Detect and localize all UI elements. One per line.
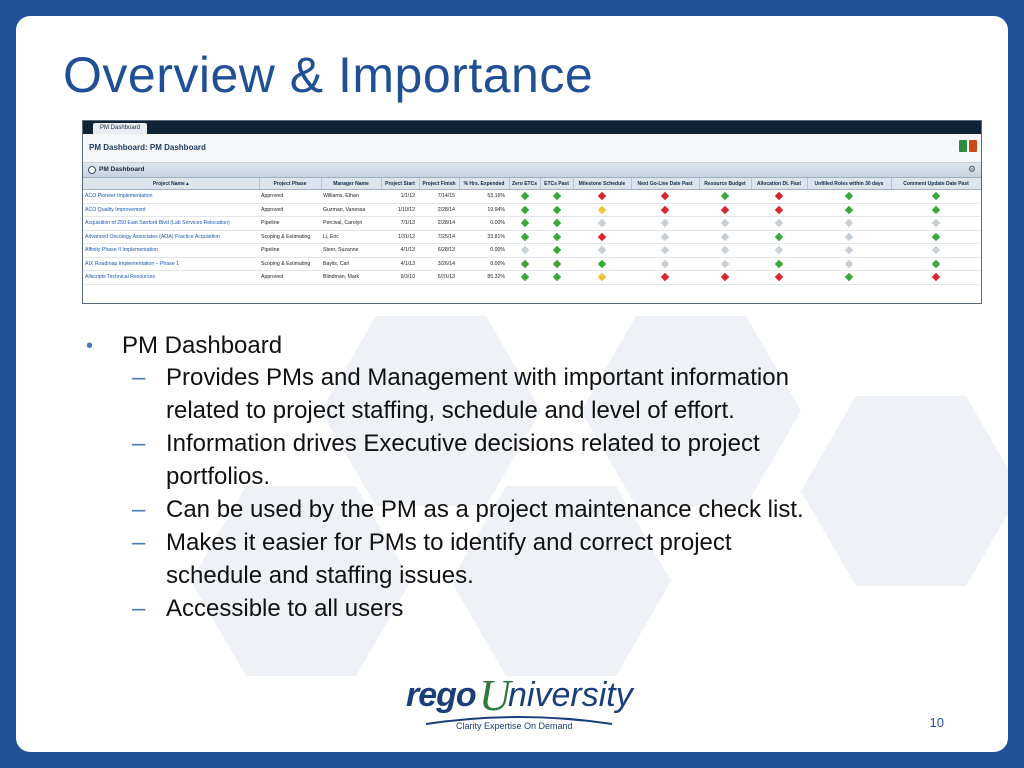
project-name-link[interactable]: Advanced Oncology Associates (AOA) Practice Acquisition bbox=[83, 230, 259, 244]
indicator-cell bbox=[699, 217, 751, 231]
manager-name-cell: Blindman, Mark bbox=[321, 271, 381, 285]
logo-niversity-text: niversity bbox=[508, 676, 633, 714]
grey-diamond-icon bbox=[845, 246, 853, 254]
indicator-cell bbox=[631, 190, 699, 204]
indicator-cell bbox=[631, 257, 699, 271]
dash-bullet-icon: – bbox=[132, 496, 146, 523]
bullet-list bbox=[86, 331, 946, 625]
rego-university-logo bbox=[406, 671, 633, 738]
indicator-cell bbox=[699, 271, 751, 285]
indicator-cell bbox=[891, 271, 981, 285]
green-diamond-icon bbox=[932, 259, 940, 267]
table-row bbox=[83, 217, 981, 231]
project-finish-cell: 3/26/14 bbox=[419, 257, 459, 271]
project-table bbox=[83, 178, 982, 285]
project-name-link[interactable]: AIX Roadmap Implementation – Phase 1 bbox=[83, 257, 259, 271]
indicator-cell bbox=[509, 217, 540, 231]
indicator-cell bbox=[509, 257, 540, 271]
green-diamond-icon bbox=[552, 246, 560, 254]
manager-name-cell: Baylis, Carl bbox=[321, 257, 381, 271]
green-diamond-icon bbox=[520, 192, 528, 200]
indicator-cell bbox=[540, 244, 573, 258]
project-start-cell: 9/3/10 bbox=[381, 271, 419, 285]
column-header[interactable]: Project Finish bbox=[419, 178, 459, 190]
column-header[interactable]: Unfilled Roles within 30 days bbox=[807, 178, 891, 190]
column-header[interactable]: % Hrs. Expended bbox=[459, 178, 509, 190]
green-diamond-icon bbox=[552, 232, 560, 240]
sub-bullet bbox=[86, 427, 946, 493]
project-start-cell: 1/10/12 bbox=[381, 203, 419, 217]
indicator-cell bbox=[751, 203, 807, 217]
green-diamond-icon bbox=[520, 259, 528, 267]
column-header[interactable]: Project Phase bbox=[259, 178, 321, 190]
project-start-cell: 1/31/12 bbox=[381, 230, 419, 244]
red-diamond-icon bbox=[661, 273, 669, 281]
manager-name-cell: Steer, Suzanne bbox=[321, 244, 381, 258]
project-phase-cell: Approved bbox=[259, 271, 321, 285]
green-diamond-icon bbox=[932, 192, 940, 200]
green-diamond-icon bbox=[552, 205, 560, 213]
red-diamond-icon bbox=[721, 205, 729, 213]
bullet-dot-icon: • bbox=[86, 335, 94, 357]
indicator-cell bbox=[751, 190, 807, 204]
grey-diamond-icon bbox=[661, 246, 669, 254]
indicator-cell bbox=[509, 230, 540, 244]
grey-diamond-icon bbox=[661, 219, 669, 227]
indicator-cell bbox=[540, 257, 573, 271]
indicator-cell bbox=[573, 271, 631, 285]
indicator-cell bbox=[807, 190, 891, 204]
manager-name-cell: Williams, Ethan bbox=[321, 190, 381, 204]
dash-bullet-icon: – bbox=[132, 364, 146, 391]
green-diamond-icon bbox=[721, 192, 729, 200]
grey-diamond-icon bbox=[775, 246, 783, 254]
pm-dashboard-screenshot bbox=[82, 120, 982, 304]
project-name-link[interactable]: ACO Pioneer Implementation bbox=[83, 190, 259, 204]
green-diamond-icon bbox=[845, 273, 853, 281]
indicator-cell bbox=[509, 271, 540, 285]
column-header[interactable]: Allocation Dt. Past bbox=[751, 178, 807, 190]
sub-bullet bbox=[86, 493, 946, 526]
sub-bullet-text-continued: portfolios. bbox=[166, 463, 271, 490]
column-header[interactable]: Comment Update Date Past bbox=[891, 178, 981, 190]
tab-pm-dashboard[interactable]: PM Dashboard bbox=[93, 123, 147, 134]
indicator-cell bbox=[573, 190, 631, 204]
project-phase-cell: Approved bbox=[259, 190, 321, 204]
red-diamond-icon bbox=[932, 273, 940, 281]
indicator-cell bbox=[509, 190, 540, 204]
indicator-cell bbox=[891, 190, 981, 204]
sub-bullet-list bbox=[86, 361, 946, 625]
grey-diamond-icon bbox=[845, 232, 853, 240]
green-diamond-icon bbox=[775, 259, 783, 267]
green-diamond-icon bbox=[552, 273, 560, 281]
project-finish-cell: 2/28/14 bbox=[419, 217, 459, 231]
indicator-cell bbox=[807, 271, 891, 285]
indicator-cell bbox=[573, 203, 631, 217]
indicator-cell bbox=[891, 217, 981, 231]
indicator-cell bbox=[807, 244, 891, 258]
indicator-cell bbox=[573, 230, 631, 244]
project-finish-cell: 7/14/15 bbox=[419, 190, 459, 204]
indicator-cell bbox=[807, 203, 891, 217]
yellow-diamond-icon bbox=[598, 205, 606, 213]
table-row bbox=[83, 244, 981, 258]
sub-bullet bbox=[86, 361, 946, 427]
indicator-cell bbox=[631, 203, 699, 217]
table-row bbox=[83, 203, 981, 217]
manager-name-cell: Percival, Carolyn bbox=[321, 217, 381, 231]
hrs-expended-cell: 53.16% bbox=[459, 190, 509, 204]
green-diamond-icon bbox=[520, 232, 528, 240]
red-diamond-icon bbox=[721, 273, 729, 281]
green-diamond-icon bbox=[520, 205, 528, 213]
sub-bullet bbox=[86, 592, 946, 625]
grey-diamond-icon bbox=[721, 246, 729, 254]
column-header[interactable]: Manager Name bbox=[321, 178, 381, 190]
column-header[interactable]: Zero ETCs bbox=[509, 178, 540, 190]
yellow-diamond-icon bbox=[598, 273, 606, 281]
gear-icon[interactable]: ⚙ bbox=[967, 164, 976, 174]
green-diamond-icon bbox=[520, 273, 528, 281]
dashboard-tab-bar bbox=[83, 121, 981, 134]
sub-bullet-text: Provides PMs and Management with important information bbox=[166, 364, 789, 391]
slide bbox=[16, 16, 1008, 752]
indicator-cell bbox=[807, 230, 891, 244]
indicator-cell bbox=[699, 244, 751, 258]
dashboard-header bbox=[83, 134, 981, 163]
grey-diamond-icon bbox=[661, 259, 669, 267]
sub-bullet-text-continued: related to project staffing, schedule and level of effort. bbox=[166, 397, 735, 424]
indicator-cell bbox=[891, 244, 981, 258]
hrs-expended-cell: 19.94% bbox=[459, 203, 509, 217]
project-name-link[interactable]: Affinity Phase II Implementation bbox=[83, 244, 259, 258]
indicator-cell bbox=[751, 271, 807, 285]
red-diamond-icon bbox=[661, 205, 669, 213]
green-diamond-icon bbox=[552, 219, 560, 227]
logo-rego-text: rego bbox=[406, 676, 476, 714]
indicator-cell bbox=[891, 257, 981, 271]
dash-bullet-icon: – bbox=[132, 430, 146, 457]
project-start-cell: 4/1/13 bbox=[381, 244, 419, 258]
bullet-main-text: PM Dashboard bbox=[122, 332, 283, 359]
green-diamond-icon bbox=[775, 232, 783, 240]
excel-export-icon[interactable] bbox=[959, 140, 967, 152]
column-header[interactable]: Project Start bbox=[381, 178, 419, 190]
sub-bullet-text: Can be used by the PM as a project maintenance check list. bbox=[166, 496, 804, 523]
hrs-expended-cell: 0.00% bbox=[459, 257, 509, 271]
project-start-cell: 7/1/13 bbox=[381, 217, 419, 231]
green-diamond-icon bbox=[845, 192, 853, 200]
green-diamond-icon bbox=[520, 219, 528, 227]
grey-diamond-icon bbox=[598, 246, 606, 254]
indicator-cell bbox=[631, 244, 699, 258]
indicator-cell bbox=[573, 217, 631, 231]
green-diamond-icon bbox=[932, 232, 940, 240]
indicator-cell bbox=[540, 190, 573, 204]
project-phase-cell: Scoping & Estimating bbox=[259, 230, 321, 244]
dash-bullet-icon: – bbox=[132, 595, 146, 622]
dash-bullet-icon: – bbox=[132, 529, 146, 556]
hrs-expended-cell: 33.81% bbox=[459, 230, 509, 244]
red-diamond-icon bbox=[661, 192, 669, 200]
table-row bbox=[83, 190, 981, 204]
indicator-cell bbox=[699, 230, 751, 244]
green-diamond-icon bbox=[552, 192, 560, 200]
project-phase-cell: Scoping & Estimating bbox=[259, 257, 321, 271]
project-name-link[interactable]: Allscripts Technical Resources bbox=[83, 271, 259, 285]
sub-bullet-text: Makes it easier for PMs to identify and correct project bbox=[166, 529, 732, 556]
indicator-cell bbox=[807, 217, 891, 231]
grey-diamond-icon bbox=[661, 232, 669, 240]
sub-bullet-text-continued: schedule and staffing issues. bbox=[166, 562, 474, 589]
indicator-cell bbox=[631, 230, 699, 244]
red-diamond-icon bbox=[775, 205, 783, 213]
red-diamond-icon bbox=[598, 232, 606, 240]
manager-name-cell: Guzman, Vanessa bbox=[321, 203, 381, 217]
grey-diamond-icon bbox=[932, 219, 940, 227]
project-name-link[interactable]: Acquisition of 250 East Sanford Blvd (Lab Services Relocation) bbox=[83, 217, 259, 231]
column-header[interactable]: Project Name ▴ bbox=[83, 178, 259, 190]
bullet-main bbox=[86, 331, 946, 361]
table-header-row bbox=[83, 178, 981, 190]
red-diamond-icon bbox=[775, 273, 783, 281]
page-number: 10 bbox=[929, 715, 944, 730]
indicator-cell bbox=[631, 271, 699, 285]
indicator-cell bbox=[751, 217, 807, 231]
project-start-cell: 4/1/13 bbox=[381, 257, 419, 271]
red-diamond-icon bbox=[775, 192, 783, 200]
logo-tagline: Clarity Expertise On Demand bbox=[456, 721, 573, 731]
green-diamond-icon bbox=[932, 205, 940, 213]
table-row bbox=[83, 271, 981, 285]
grey-diamond-icon bbox=[775, 219, 783, 227]
indicator-cell bbox=[573, 244, 631, 258]
indicator-cell bbox=[751, 230, 807, 244]
project-finish-cell: 7/25/14 bbox=[419, 230, 459, 244]
sub-bullet-text: Information drives Executive decisions related to project bbox=[166, 430, 760, 457]
collapse-icon[interactable] bbox=[88, 166, 96, 174]
sub-bullet-text: Accessible to all users bbox=[166, 595, 404, 622]
export-icons bbox=[959, 140, 977, 152]
hrs-expended-cell: 0.00% bbox=[459, 244, 509, 258]
indicator-cell bbox=[891, 203, 981, 217]
project-start-cell: 1/1/12 bbox=[381, 190, 419, 204]
project-finish-cell: 5/31/13 bbox=[419, 271, 459, 285]
grey-diamond-icon bbox=[520, 246, 528, 254]
column-header[interactable]: Milestone Schedule bbox=[573, 178, 631, 190]
manager-name-cell: Li, Eric bbox=[321, 230, 381, 244]
indicator-cell bbox=[509, 203, 540, 217]
grey-diamond-icon bbox=[932, 246, 940, 254]
hrs-expended-cell: 0.00% bbox=[459, 217, 509, 231]
project-finish-cell: 2/28/14 bbox=[419, 203, 459, 217]
column-header[interactable]: Next Go-Live Date Past bbox=[631, 178, 699, 190]
grey-diamond-icon bbox=[598, 219, 606, 227]
portlet-header bbox=[83, 163, 981, 178]
project-finish-cell: 6/28/13 bbox=[419, 244, 459, 258]
indicator-cell bbox=[540, 271, 573, 285]
indicator-cell bbox=[699, 203, 751, 217]
indicator-cell bbox=[540, 230, 573, 244]
indicator-cell bbox=[891, 230, 981, 244]
hrs-expended-cell: 85.32% bbox=[459, 271, 509, 285]
project-phase-cell: Pipeline bbox=[259, 217, 321, 231]
indicator-cell bbox=[631, 217, 699, 231]
indicator-cell bbox=[699, 190, 751, 204]
grey-diamond-icon bbox=[845, 259, 853, 267]
green-diamond-icon bbox=[845, 205, 853, 213]
grey-diamond-icon bbox=[845, 219, 853, 227]
green-diamond-icon bbox=[598, 259, 606, 267]
column-header[interactable]: Resource Budget bbox=[699, 178, 751, 190]
indicator-cell bbox=[751, 257, 807, 271]
table-row bbox=[83, 257, 981, 271]
grey-diamond-icon bbox=[721, 232, 729, 240]
dashboard-title: PM Dashboard: PM Dashboard bbox=[89, 143, 206, 152]
portlet-title: PM Dashboard bbox=[99, 166, 145, 173]
slide-title: Overview & Importance bbox=[63, 47, 594, 103]
sub-bullet bbox=[86, 526, 946, 592]
indicator-cell bbox=[540, 203, 573, 217]
indicator-cell bbox=[699, 257, 751, 271]
table-row bbox=[83, 230, 981, 244]
indicator-cell bbox=[751, 244, 807, 258]
pdf-export-icon[interactable] bbox=[969, 140, 977, 152]
indicator-cell bbox=[540, 217, 573, 231]
red-diamond-icon bbox=[598, 192, 606, 200]
project-name-link[interactable]: ACO Quality Improvement bbox=[83, 203, 259, 217]
project-phase-cell: Pipeline bbox=[259, 244, 321, 258]
green-diamond-icon bbox=[552, 259, 560, 267]
project-phase-cell: Approved bbox=[259, 203, 321, 217]
grey-diamond-icon bbox=[721, 259, 729, 267]
indicator-cell bbox=[509, 244, 540, 258]
logo-u-letter: U bbox=[479, 671, 511, 720]
grey-diamond-icon bbox=[721, 219, 729, 227]
indicator-cell bbox=[573, 257, 631, 271]
indicator-cell bbox=[807, 257, 891, 271]
column-header[interactable]: ETCs Past bbox=[540, 178, 573, 190]
